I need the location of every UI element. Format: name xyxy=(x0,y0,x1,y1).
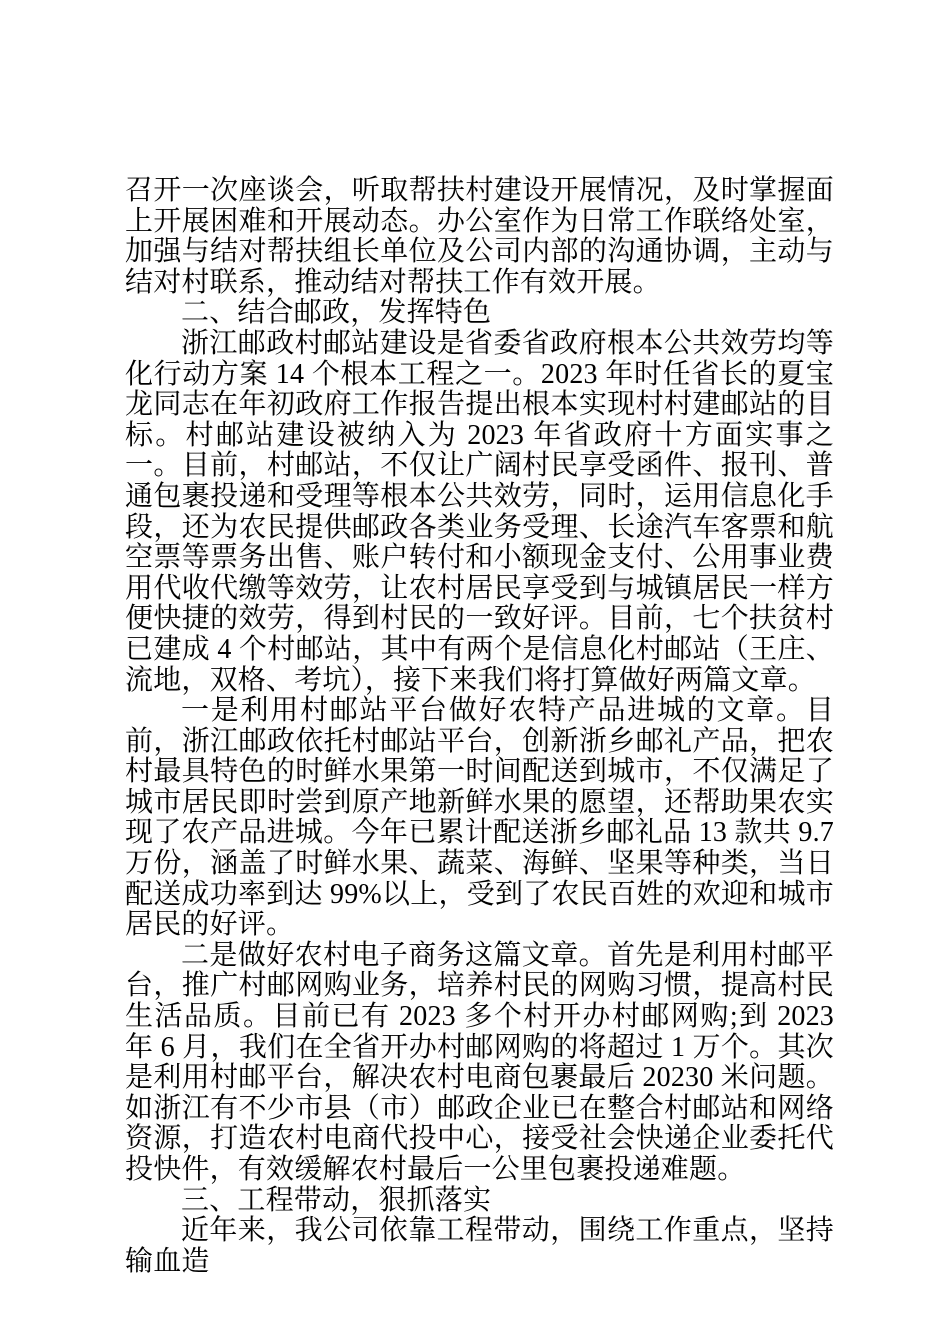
paragraph: 近年来，我公司依靠工程带动，围绕工作重点，坚持输血造 xyxy=(125,1215,834,1277)
section-heading-2: 二、结合邮政，发挥特色 xyxy=(181,297,492,329)
paragraph: 一是利用村邮站平台做好农特产品进城的文章。目前，浙江邮政依托村邮站平台，创新浙乡邮礼产品，把农村最具特色的时鲜水果第一时间配送到城市，不仅满足了城市居民即时尝到原产地新鲜水果的愿望，还帮助果农实现了农产品进城。今年已累计配送浙乡邮礼品 13 款共 9.7 万份，涵盖了时鲜水果、蔬菜、海鲜、坚果等种类，当日配送成功率到达 99%以上，受到了农民百姓的欢迎和城市居民的好评。 xyxy=(125,695,834,941)
paragraph: 二是做好农村电子商务这篇文章。首先是利用村邮平台，推广村邮网购业务，培养村民的网购习惯，提高村民生活品质。目前已有 2023 多个村开办村邮网购;到 2023 年 6 月，我们在全省开办村邮网购的将超过 1 万个。其次是利用村邮平台，解决农村电商包裹最后 20230 米问题。如浙江有不少市县（市）邮政企业已在整合村邮站和网络资源，打造农村电商代投中心，接受社会快递企业委托代投快件，有效缓解农村最后一公里包裹投递难题。 xyxy=(125,939,834,1185)
paragraph: 浙江邮政村邮站建设是省委省政府根本公共效劳均等化行动方案 14 个根本工程之一。2023 年时任省长的夏宝龙同志在年初政府工作报告提出根本实现村村建邮站的目标。村邮站建设被纳入为 2023 年省政府十方面实事之一。目前，村邮站，不仅让广阔村民享受函件、报刊、普通包裹投递和受理等根本公共效劳，同时，运用信息化手段，还为农民提供邮政各类业务受理、长途汽车客票和航空票等票务出售、账户转付和小额现金支付、公用事业费用代收代缴等效劳，让农村居民享受到与城镇居民一样方便快捷的效劳，得到村民的一致好评。目前，七个扶贫村已建成 4 个村邮站，其中有两个是信息化村邮站（王庄、流地，双格、考坑），接下来我们将打算做好两篇文章。 xyxy=(125,327,834,696)
section-heading-3: 三、工程带动，狠抓落实 xyxy=(181,1184,492,1216)
paragraph-continuation: 召开一次座谈会，听取帮扶村建设开展情况，及时掌握面上开展困难和开展动态。办公室作为日常工作联络处室，加强与结对帮扶组长单位及公司内部的沟通协调，主动与结对村联系，推动结对帮扶工作有效开展。 xyxy=(125,175,834,298)
document-text-block xyxy=(125,176,834,1277)
